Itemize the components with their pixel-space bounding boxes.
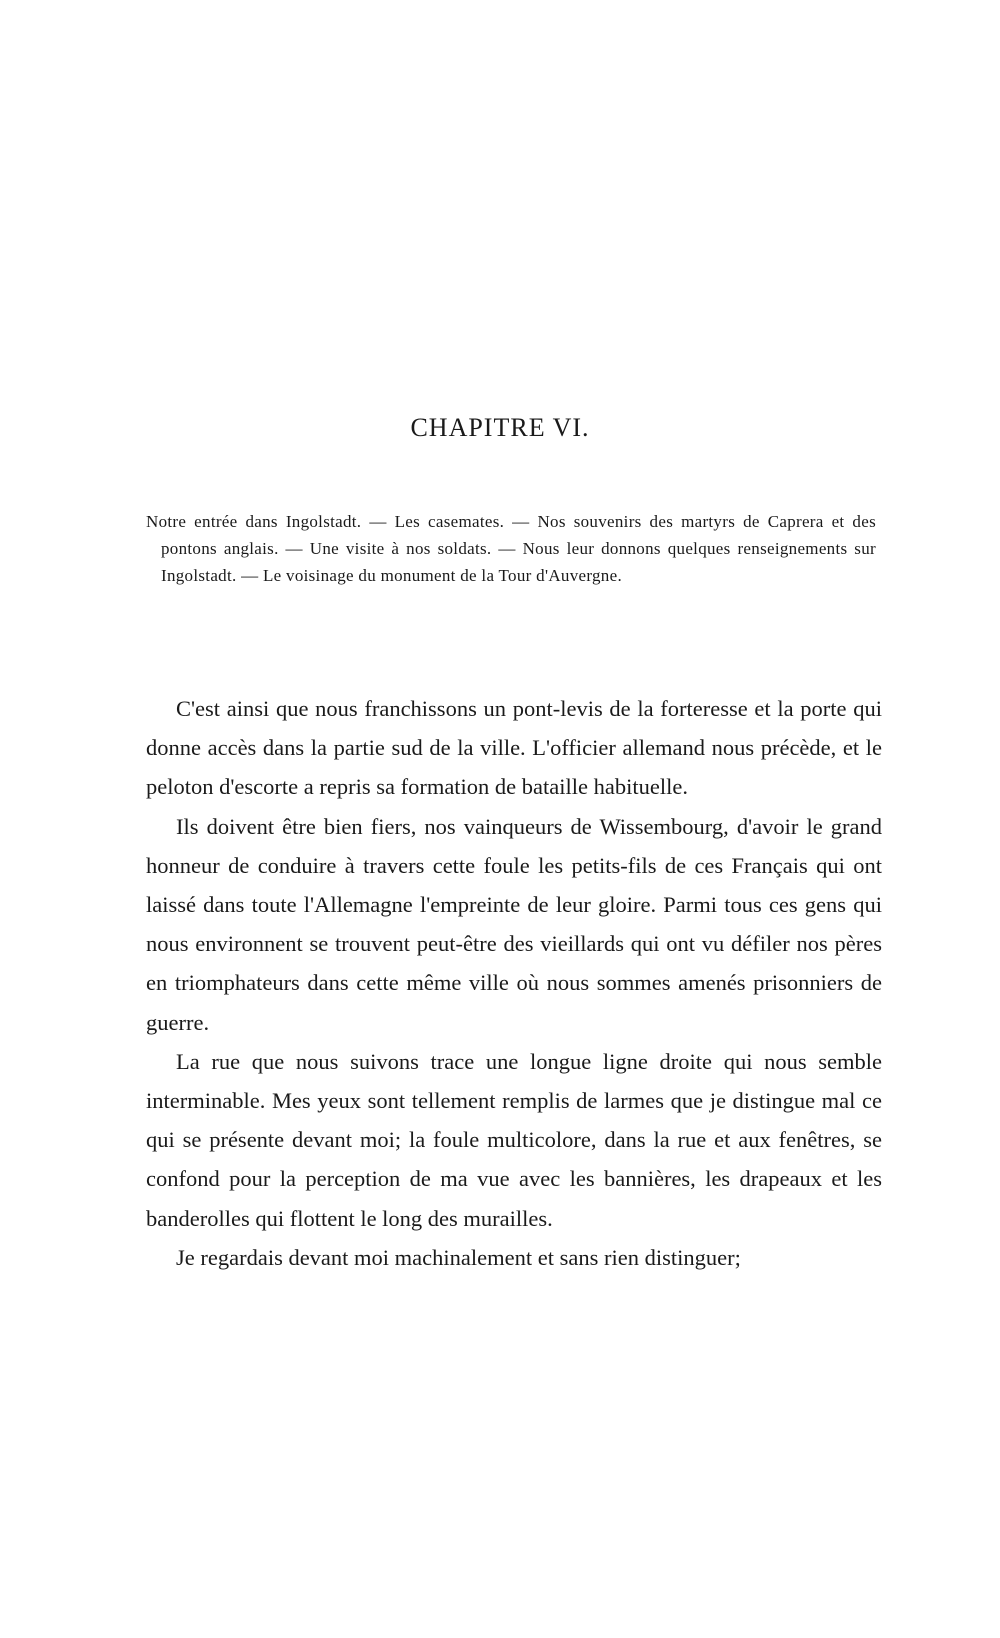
- paragraph: Je regardais devant moi machinalement et sans rien distinguer;: [176, 1244, 741, 1270]
- paragraph: La rue que nous suivons trace une longue ligne droite qui nous semble interminable. Mes yeux sont tellement remplis de larmes que je distingue mal ce qui se présente devant moi; la foule multicolore, dans la rue et aux fenêtres, se confond pour la perception de ma vue avec les bannières, les drapeaux et les banderolles qui flottent le long des murailles.: [146, 1048, 882, 1231]
- chapter-title: CHAPITRE VI.: [410, 413, 590, 442]
- body-text: [146, 689, 882, 1277]
- paragraph: Ils doivent être bien fiers, nos vainqueurs de Wissembourg, d'avoir le grand honneur de conduire à travers cette foule les petits-fils de ces Français qui ont laissé dans toute l'Allemagne l'empreinte de leur gloire. Parmi tous ces gens qui nous environnent se trouvent peut-être des vieillards qui ont vu défiler nos pères en triomphateurs dans cette même ville où nous sommes amenés prisonniers de guerre.: [146, 813, 882, 1035]
- chapter-summary: Notre entrée dans Ingolstadt. — Les casemates. — Nos souvenirs des martyrs de Caprera et des pontons anglais. — Une visite à nos soldats. — Nous leur donnons quelques renseignements sur Ingolstadt. — Le voisinage du monument de la Tour d'Auvergne.: [146, 512, 876, 585]
- paragraph: C'est ainsi que nous franchissons un pont-levis de la forteresse et la porte qui donne accès dans la partie sud de la ville. L'officier allemand nous précède, et le peloton d'escorte a repris sa formation de bataille habituelle.: [146, 696, 882, 800]
